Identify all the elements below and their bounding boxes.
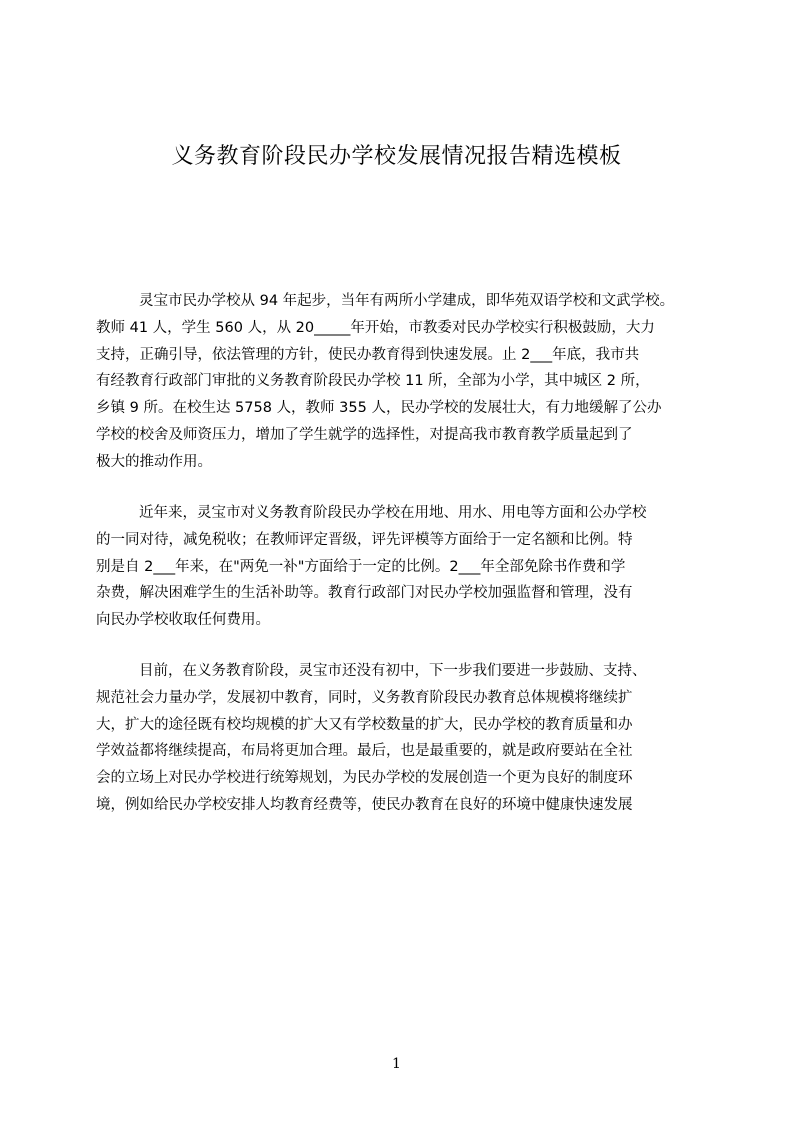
paragraph-line: 会的立场上对民办学校进行统筹规划，为民办学校的发展创造一个更为良好的制度环 [96,770,633,787]
paragraph-line: 近年来，灵宝市对义务教育阶段民办学校在用地、用水、用电等方面和公办学校 [139,505,647,521]
paragraph-line: 支持，正确引导，依法管理的方针，使民办教育得到快速发展。止 2___年底，我市共 [96,346,640,363]
paragraph-line: 向民办学校收取任何费用。 [96,612,270,629]
paragraph-line: 规范社会力量办学，发展初中教育，同时，义务教育阶段民办教育总体规模将继续扩 [96,689,633,706]
paragraph-line: 极大的推动作用。 [96,453,212,470]
paragraph-line: 目前，在义务教育阶段，灵宝市还没有初中，下一步我们要进一步鼓励、支持、 [139,663,647,679]
paragraph-line: 教师 41 人，学生 560 人，从 20_____年开始，市教委对民办学校实行积极鼓励，大力 [96,319,655,336]
page-number: 1 [392,1056,401,1072]
paragraph-line: 乡镇 9 所。在校生达 5758 人，教师 355 人，民办学校的发展壮大，有力地缓解了公办 [96,400,662,417]
paragraph-line: 有经教育行政部门审批的义务教育阶段民办学校 11 所，全部为小学，其中城区 2 所， [96,373,650,390]
paragraph-2 [96,500,700,634]
document-title: 义务教育阶段民办学校发展情况报告精选模板 [171,144,622,169]
paragraph-line: 别是自 2___年来，在"两免一补"方面给于一定的比例。2___年全部免除书作费和学 [96,558,626,575]
paragraph-line: 大，扩大的途径既有校均规模的扩大又有学校数量的扩大，民办学校的教育质量和办 [96,716,633,733]
paragraph-line: 境，例如给民办学校安排人均教育经费等，使民办教育在良好的环境中健康快速发展 [96,796,633,813]
paragraph-1 [96,288,700,476]
paragraph-line: 学效益都将继续提高，布局将更加合理。最后，也是最重要的，就是政府要站在全社 [96,743,633,760]
paragraph-line: 的一同对待，减免税收；在教师评定晋级，评先评模等方面给于一定名额和比例。特 [96,531,633,548]
paragraph-line: 灵宝市民办学校从 94 年起步，当年有两所小学建成，即华苑双语学校和文武学校。 [139,293,675,309]
paragraph-line: 学校的校舍及师资压力，增加了学生就学的选择性，对提高我市教育教学质量起到了 [96,426,633,443]
paragraph-line: 杂费，解决困难学生的生活补助等。教育行政部门对民办学校加强监督和管理，没有 [96,585,633,602]
paragraph-3 [96,658,700,819]
